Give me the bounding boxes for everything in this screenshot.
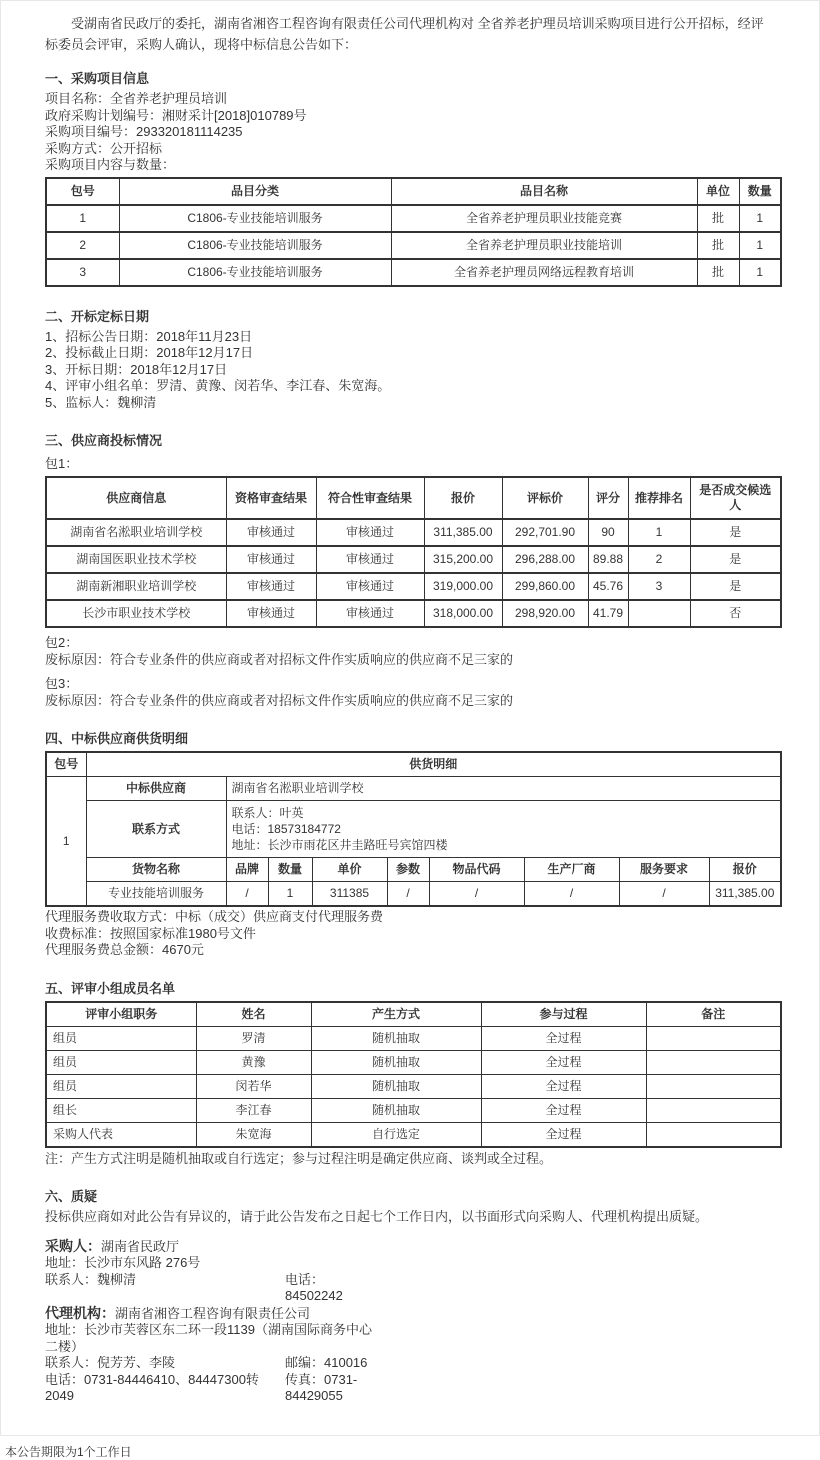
table-cell: 李江春: [196, 1098, 311, 1122]
table-cell: 全省养老护理员职业技能竞赛: [391, 205, 697, 232]
table-row: [46, 232, 781, 259]
table-cell: [646, 1122, 781, 1147]
table-header-row: [46, 178, 781, 205]
table-cell: 供应商信息: [46, 477, 226, 519]
table-cell: 是: [690, 519, 781, 546]
table-cell: 自行选定: [311, 1122, 481, 1147]
contact-address-line: 地址：长沙市雨花区井圭路旺号宾馆四楼: [231, 838, 448, 852]
section2-title: 二、开标定标日期: [45, 308, 150, 324]
package-no-header: 包号: [46, 752, 86, 777]
panel-note-line: 注：产生方式注明是随机抽取或自行选定；参与过程注明是确定供应商、谈判或全过程。: [45, 1150, 553, 1166]
table-cell: 299,860.00: [502, 573, 588, 600]
table-cell: 品目名称: [391, 178, 697, 205]
table-row: [46, 600, 781, 627]
table-cell: C1806-专业技能培训服务: [119, 232, 391, 259]
table-cell: [646, 1050, 781, 1074]
table-cell: 是: [690, 573, 781, 600]
purchaser-phone: 电话：84502242: [285, 1271, 343, 1303]
agency-fax: 传真：0731-84429055: [285, 1371, 358, 1403]
table-header-row: [46, 477, 781, 519]
table-cell: 组长: [46, 1098, 196, 1122]
agency-phone: 电话：0731-84446410、84447300转2049: [45, 1371, 259, 1403]
table-cell: 审核通过: [226, 519, 316, 546]
goods-data-row: [46, 882, 781, 907]
procurement-method-line: 采购方式：公开招标: [45, 140, 163, 156]
table-cell: 组员: [46, 1074, 196, 1098]
table-cell: 全过程: [481, 1098, 646, 1122]
agency-fee-total-line: 代理服务费总金额：4670元: [45, 942, 204, 957]
table-cell: 全过程: [481, 1050, 646, 1074]
table-cell: 品牌: [226, 858, 268, 882]
table-cell: 备注: [646, 1002, 781, 1027]
announcement-date-line: 1、招标公告日期：2018年11月23日: [45, 328, 253, 344]
agency-address-line: 地址：长沙市芙蓉区东二环一段1139（湖南国际商务中心二楼）: [45, 1322, 372, 1354]
purchaser-name: 湖南省民政厅: [101, 1238, 180, 1254]
table-cell: 评审小组职务: [46, 1002, 196, 1027]
table-row: [46, 546, 781, 573]
table-cell: 2: [46, 232, 119, 259]
table-cell: 318,000.00: [424, 600, 502, 627]
table-cell: 长沙市职业技术学校: [46, 600, 226, 627]
table-cell: 姓名: [196, 1002, 311, 1027]
table-cell: C1806-专业技能培训服务: [119, 259, 391, 286]
table-row: [46, 801, 781, 858]
table-cell: 黄豫: [196, 1050, 311, 1074]
table-cell: 货物名称: [86, 858, 226, 882]
table-cell: 审核通过: [316, 573, 424, 600]
table-cell: 报价: [424, 477, 502, 519]
table-cell: 全过程: [481, 1074, 646, 1098]
table-cell: 随机抽取: [311, 1074, 481, 1098]
table-cell: 符合性审查结果: [316, 477, 424, 519]
supervisor-line: 5、监标人：魏柳清: [45, 394, 157, 410]
suppliers-bid-table: [45, 476, 782, 628]
winner-supply-detail-table: [45, 751, 782, 907]
table-cell: 采购人代表: [46, 1122, 196, 1147]
table-cell: 批: [697, 259, 739, 286]
section5-title: 五、评审小组成员名单: [45, 980, 176, 996]
table-cell: 审核通过: [226, 573, 316, 600]
table-cell: 3: [628, 573, 690, 600]
table-cell: 资格审查结果: [226, 477, 316, 519]
table-cell: 1: [739, 205, 781, 232]
agency-line: [45, 1305, 381, 1323]
announcement-validity-footer: 本公告期限为1个工作日: [5, 1444, 132, 1459]
table-cell: 311,385.00: [709, 882, 781, 907]
purchaser-address-line: 地址：长沙市东风路 276号: [45, 1255, 201, 1270]
table-cell: 2: [628, 546, 690, 573]
table-header-row: [46, 1002, 781, 1027]
agency-contact-person: 联系人：倪芳芳、李陵: [45, 1355, 176, 1370]
table-cell: 朱宽海: [196, 1122, 311, 1147]
agency-zip: 邮编：410016: [285, 1355, 368, 1370]
table-cell: 批: [697, 232, 739, 259]
table-cell: 311385: [312, 882, 387, 907]
table-cell: 数量: [268, 858, 312, 882]
table-row: [46, 1074, 781, 1098]
table-cell: 组员: [46, 1050, 196, 1074]
table-cell: 产生方式: [311, 1002, 481, 1027]
table-cell: 全过程: [481, 1122, 646, 1147]
table-cell: /: [619, 882, 709, 907]
table-cell: 3: [46, 259, 119, 286]
table-cell: 湖南省名淞职业培训学校: [46, 519, 226, 546]
table-row: [46, 1050, 781, 1074]
table-cell: /: [226, 882, 268, 907]
table-cell: 全省养老护理员网络远程教育培训: [391, 259, 697, 286]
goods-header-row: [46, 858, 781, 882]
supply-detail-header: 供货明细: [86, 752, 781, 777]
table-cell: [646, 1026, 781, 1050]
table-cell: 89.88: [588, 546, 628, 573]
table-cell: 数量: [739, 178, 781, 205]
table-cell: 湖南新湘职业培训学校: [46, 573, 226, 600]
package-no-cell: 1: [46, 777, 86, 907]
contact-block: [45, 1238, 381, 1405]
purchaser-line: [45, 1238, 381, 1256]
table-cell: 单位: [697, 178, 739, 205]
table-cell: 41.79: [588, 600, 628, 627]
contact-phone-line: 电话：18573184772: [231, 822, 341, 836]
table-cell: 组员: [46, 1026, 196, 1050]
package3-label: 包3：: [45, 675, 79, 691]
package3-cancel-reason: 废标原因：符合专业条件的供应商或者对招标文件作实质响应的供应商不足三家的: [45, 692, 514, 708]
table-cell: 90: [588, 519, 628, 546]
purchaser-contact-person: 联系人：魏柳清: [45, 1271, 137, 1287]
purchaser-label: 采购人：: [45, 1237, 101, 1254]
gov-plan-number-line: 政府采购计划编号：湘财采计[2018]010789号: [45, 107, 307, 123]
procurement-items-table: [45, 177, 782, 287]
table-cell: 包号: [46, 178, 119, 205]
table-cell: 单价: [312, 858, 387, 882]
table-cell: 1: [739, 232, 781, 259]
table-cell: 随机抽取: [311, 1026, 481, 1050]
bid-opening-date-line: 3、开标日期：2018年12月17日: [45, 361, 228, 377]
package2-label: 包2：: [45, 635, 79, 650]
table-row: [46, 519, 781, 546]
table-cell: /: [524, 882, 619, 907]
table-cell: 是否成交候选人: [690, 477, 781, 519]
agency-fee-method-line: 代理服务费收取方式：中标（成交）供应商支付代理服务费: [45, 909, 384, 924]
table-cell: 湖南国医职业技术学校: [46, 546, 226, 573]
table-cell: [628, 600, 690, 627]
table-cell: 专业技能培训服务: [86, 882, 226, 907]
table-cell: 审核通过: [316, 546, 424, 573]
winner-name-cell: 湖南省名淞职业培训学校: [226, 777, 781, 801]
table-row: [46, 1026, 781, 1050]
contact-person-line: 联系人：叶英: [231, 806, 304, 820]
table-cell: 319,000.00: [424, 573, 502, 600]
section1-title: 一、采购项目信息: [45, 71, 150, 86]
table-cell: [646, 1098, 781, 1122]
table-cell: 随机抽取: [311, 1050, 481, 1074]
table-row: [46, 777, 781, 801]
table-cell: 参与过程: [481, 1002, 646, 1027]
agency-label: 代理机构：: [45, 1304, 115, 1321]
table-cell: /: [429, 882, 524, 907]
table-cell: 全过程: [481, 1026, 646, 1050]
review-panel-table: [45, 1001, 782, 1148]
table-cell: 罗清: [196, 1026, 311, 1050]
content-quantity-line: 采购项目内容与数量：: [45, 157, 176, 172]
table-cell: 审核通过: [316, 519, 424, 546]
table-cell: 评标价: [502, 477, 588, 519]
table-cell: 报价: [709, 858, 781, 882]
table-row: [46, 259, 781, 286]
table-row: [46, 1122, 781, 1147]
review-panel-line: 4、评审小组名单：罗清、黄豫、闵若华、李江春、朱宽海。: [45, 378, 391, 393]
table-cell: /: [387, 882, 429, 907]
table-cell: 推荐排名: [628, 477, 690, 519]
table-cell: [646, 1074, 781, 1098]
table-cell: 闵若华: [196, 1074, 311, 1098]
section4-title: 四、中标供应商供货明细: [45, 731, 189, 746]
winner-label-cell: 中标供应商: [86, 777, 226, 801]
table-cell: 品目分类: [119, 178, 391, 205]
table-row: [46, 1098, 781, 1122]
table-cell: 全省养老护理员职业技能培训: [391, 232, 697, 259]
package2-cancel-reason: 废标原因：符合专业条件的供应商或者对招标文件作实质响应的供应商不足三家的: [45, 652, 514, 667]
package1-label: 包1：: [45, 456, 79, 471]
table-cell: 1: [739, 259, 781, 286]
purchaser-contact-row: [45, 1272, 381, 1305]
table-cell: 296,288.00: [502, 546, 588, 573]
table-cell: 批: [697, 205, 739, 232]
project-name-line: 项目名称：全省养老护理员培训: [45, 91, 228, 106]
contact-info-cell: [226, 801, 781, 858]
table-cell: 随机抽取: [311, 1098, 481, 1122]
agency-phone-row: [45, 1372, 381, 1405]
table-row: [46, 205, 781, 232]
table-cell: 1: [628, 519, 690, 546]
table-cell: 审核通过: [226, 546, 316, 573]
table-cell: 审核通过: [316, 600, 424, 627]
objection-body-line: 投标供应商如对此公告有异议的，请于此公告发布之日起七个工作日内，以书面形式向采购人、代理机构提出质疑。: [45, 1209, 709, 1224]
table-cell: C1806-专业技能培训服务: [119, 205, 391, 232]
section6-title: 六、质疑: [45, 1189, 98, 1204]
table-cell: 298,920.00: [502, 600, 588, 627]
agency-contact-row: [45, 1355, 381, 1372]
table-cell: 1: [46, 205, 119, 232]
bid-deadline-line: 2、投标截止日期：2018年12月17日: [45, 345, 254, 360]
contact-label-cell: 联系方式: [86, 801, 226, 858]
table-cell: 311,385.00: [424, 519, 502, 546]
agency-name: 湖南省湘咨工程咨询有限责任公司: [115, 1305, 311, 1321]
table-cell: 是: [690, 546, 781, 573]
table-row: [46, 573, 781, 600]
table-cell: 292,701.90: [502, 519, 588, 546]
table-cell: 315,200.00: [424, 546, 502, 573]
table-cell: 评分: [588, 477, 628, 519]
table-cell: 生产厂商: [524, 858, 619, 882]
fee-standard-line: 收费标准：按照国家标准1980号文件: [45, 925, 256, 941]
intro-paragraph: 受湖南省民政厅的委托，湖南省湘咨工程咨询有限责任公司代理机构对 全省养老护理员培训采购项目进行公开招标，经评标委员会评审，采购人确认，现将中标信息公告如下：: [45, 16, 764, 52]
table-cell: 否: [690, 600, 781, 627]
table-cell: 服务要求: [619, 858, 709, 882]
table-header-row: [46, 752, 781, 777]
section3-title: 三、供应商投标情况: [45, 433, 163, 448]
table-cell: 45.76: [588, 573, 628, 600]
table-cell: 审核通过: [226, 600, 316, 627]
table-cell: 参数: [387, 858, 429, 882]
project-number-line: 采购项目编号：293320181114235: [45, 124, 243, 139]
table-cell: 1: [268, 882, 312, 907]
table-cell: 物品代码: [429, 858, 524, 882]
